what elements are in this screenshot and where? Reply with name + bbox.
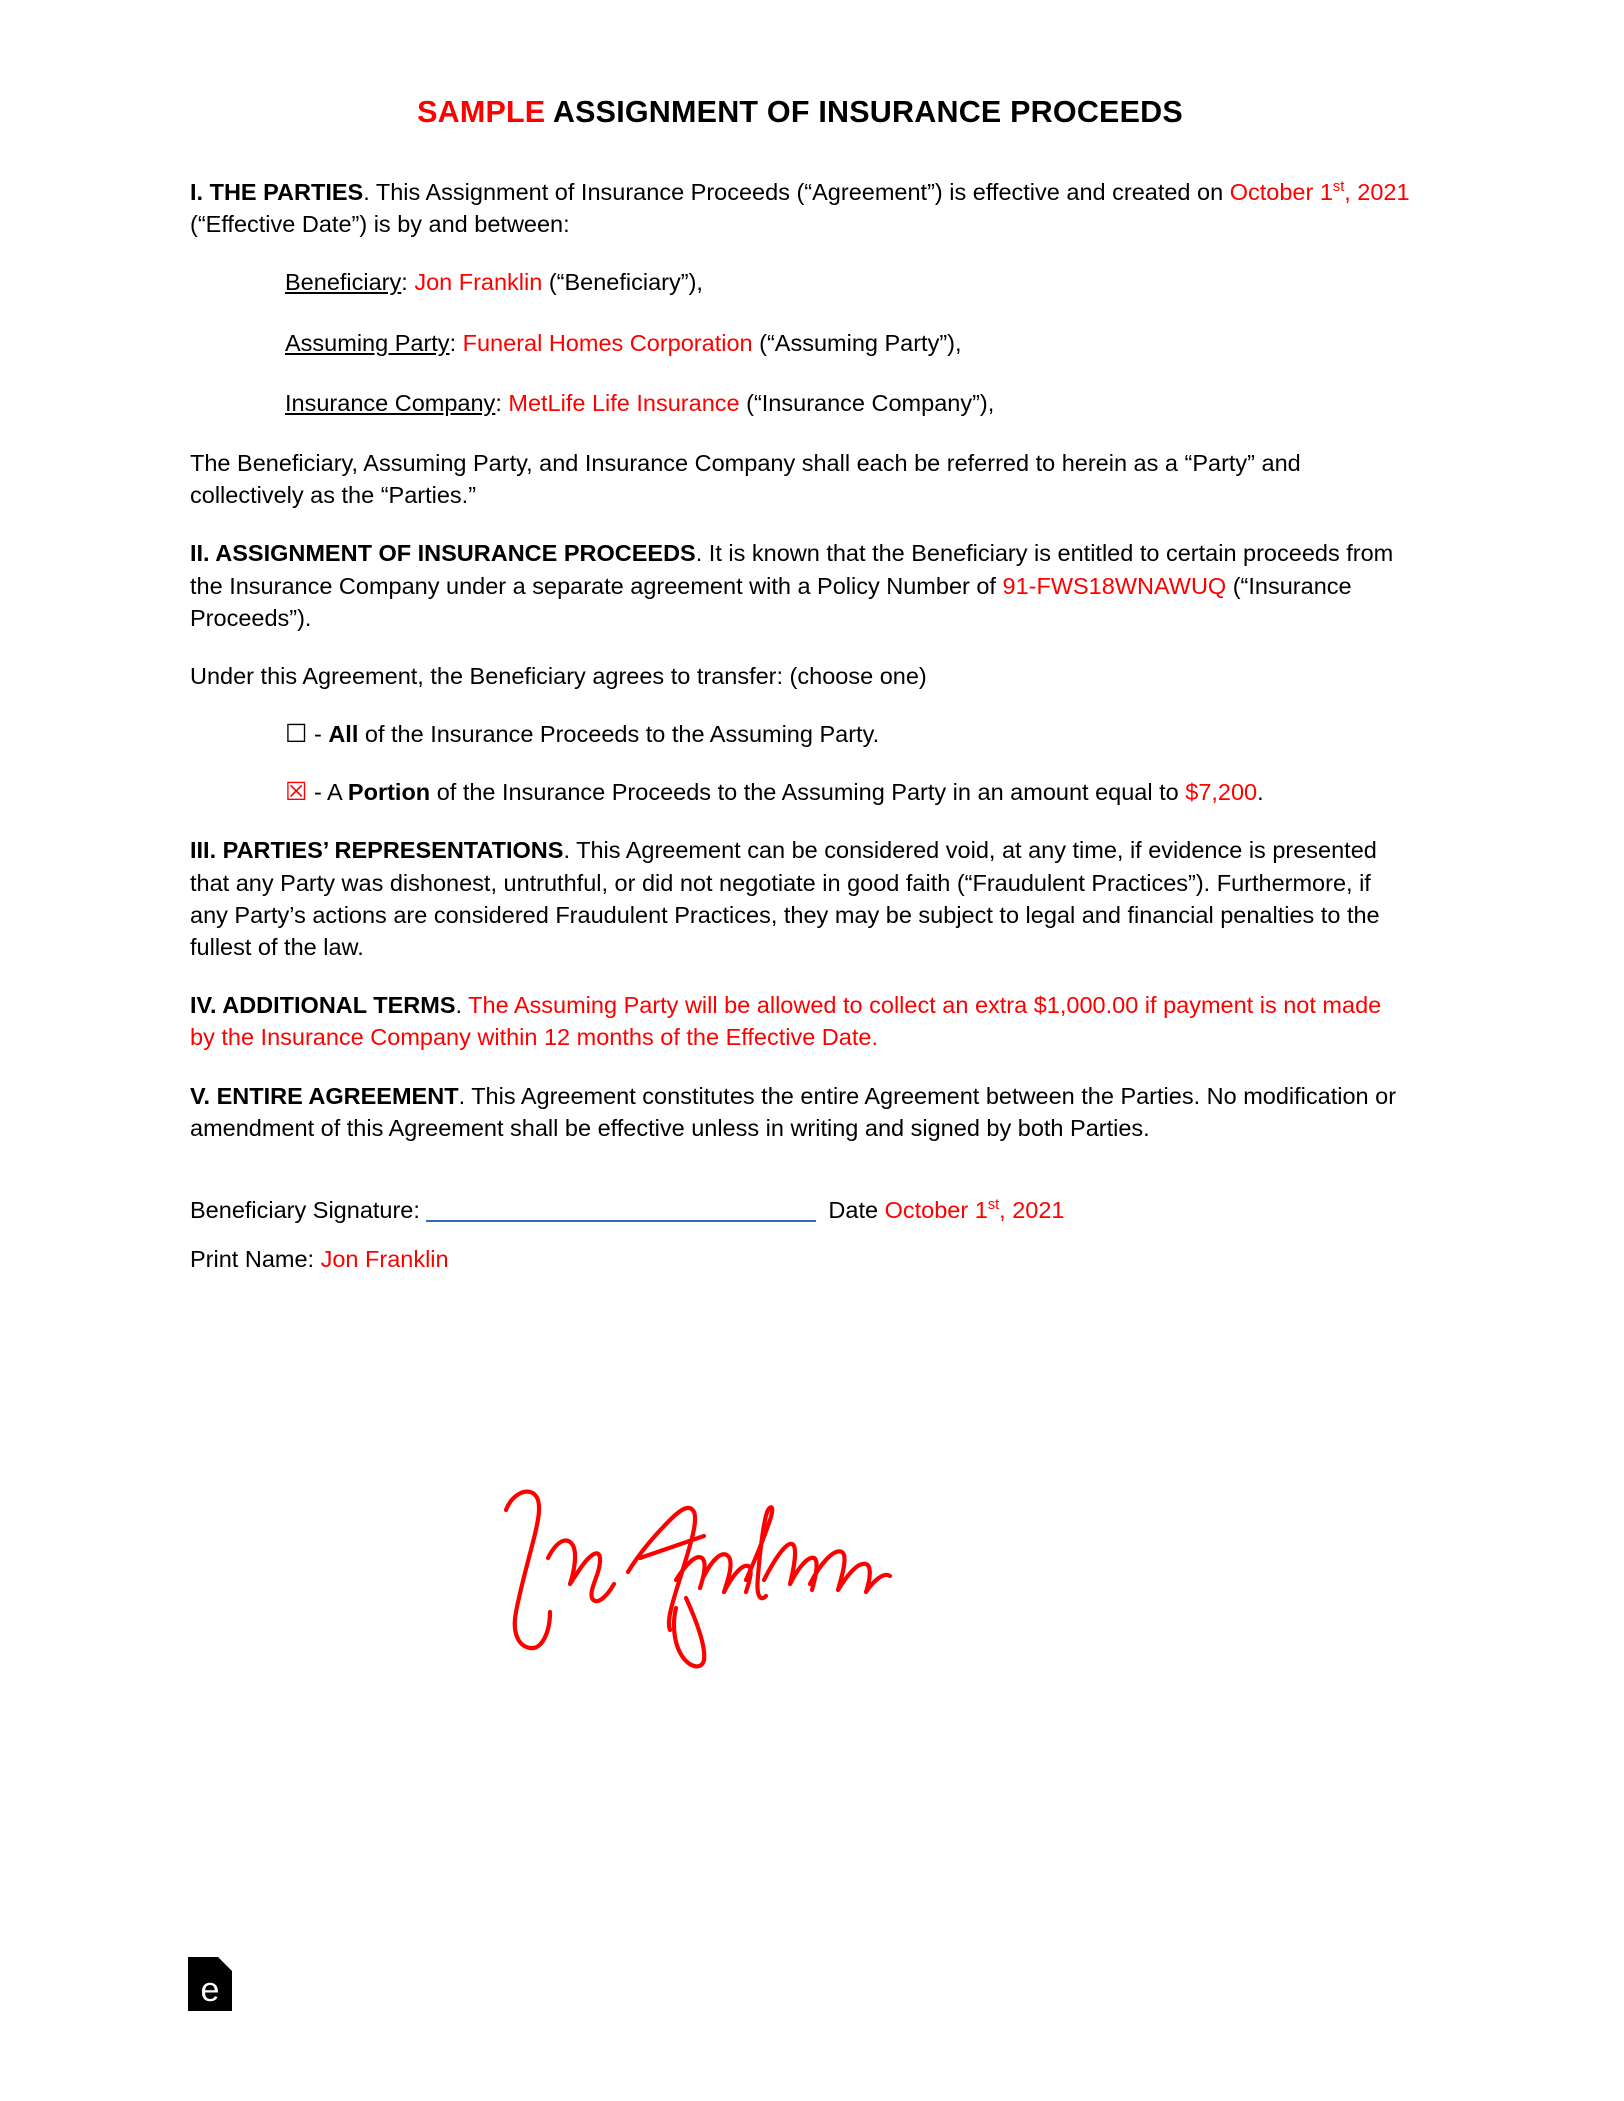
parties-closing-paragraph: The Beneficiary, Assuming Party, and Insurance Company shall each be referred to herein as a “Party” and collectively as the “Parties.” [190,449,1301,509]
section-representations [190,834,1410,963]
section-parties-heading: I. THE PARTIES [190,179,364,205]
option-all-row[interactable] [285,718,1410,750]
effective-date-year: , 2021 [1344,179,1410,205]
section-assignment [190,537,1410,634]
signature-date-label: Date [821,1196,885,1223]
assuming-party-label: Assuming Party [285,329,450,356]
assuming-party-colon: : [449,329,463,356]
section-assignment-heading: II. ASSIGNMENT OF INSURANCE PROCEEDS [190,540,696,567]
insurance-company-value: MetLife Life Insurance [508,389,740,416]
section-parties-text-1: . This Assignment of Insurance Proceeds (“Agreement”) is effective and created on [363,179,1230,205]
print-name-label: Print Name: [190,1245,321,1272]
section-entire-agreement [190,1080,1410,1144]
option-portion-row[interactable] [285,776,1410,808]
section-additional-terms-heading: IV. ADDITIONAL TERMS [190,992,456,1019]
beneficiary-suffix: (“Beneficiary”), [542,269,703,296]
section-parties-text-2: (“Effective Date”) is by and between: [190,211,570,238]
option-portion-prefix: - A [307,779,348,806]
section-representations-text: . This Agreement can be considered void, at any time, if evidence is presented that any Party was dishonest, untruthful, or did not negotiate in good faith (“Fraudulent Practices”). Furthermore, if any Party’s actions are considered Fraudulent Practices, they may be subject to legal and financial penalties to the fullest of the law. [190,837,1380,960]
signature-date-ordinal: st [987,1197,1000,1214]
section-additional-terms-separator: . [455,992,469,1019]
option-all-text: of the Insurance Proceeds to the Assuming Party. [358,721,880,748]
section-assignment-text-1: . It is known that the Beneficiary is entitled to certain proceeds from the Insurance Company under a separate agreement with a Policy Number of [190,540,1394,599]
title-remainder: ASSIGNMENT OF INSURANCE PROCEEDS [545,95,1183,129]
assuming-party-line [285,327,1410,359]
portion-amount-value: $7,200 [1185,779,1258,806]
signature-input-line[interactable] [426,1194,816,1222]
option-portion-end: . [1257,779,1264,806]
option-all-prefix: - [307,721,329,748]
print-name-value: Jon Franklin [320,1245,449,1272]
svg-text:e: e [200,1971,220,2009]
option-portion-bold: Portion [347,779,431,806]
insurance-company-label: Insurance Company [285,389,496,416]
effective-date-value: October 1 [1229,179,1333,205]
section-representations-heading: III. PARTIES’ REPRESENTATIONS [190,837,564,864]
section-additional-terms-text: The Assuming Party will be allowed to collect an extra $1,000.00 if payment is not made by the Insurance Company within 12 months of the Effective Date. [190,992,1382,1051]
effective-date-ordinal: st [1332,179,1345,196]
beneficiary-label: Beneficiary [285,269,402,296]
section-parties [190,176,1410,240]
checkbox-portion-icon[interactable]: ☒ [285,778,308,807]
section-entire-agreement-heading: V. ENTIRE AGREEMENT [190,1082,459,1109]
signature-date-value: October 1 [884,1196,988,1223]
assuming-party-suffix: (“Assuming Party”), [752,329,962,356]
signature-date-year: , 2021 [999,1196,1065,1223]
handwritten-signature-icon [490,1480,910,1670]
transfer-intro-paragraph: Under this Agreement, the Beneficiary agrees to transfer: (choose one) [190,662,927,689]
assuming-party-value: Funeral Homes Corporation [462,329,753,356]
page-title [190,95,1410,130]
checkbox-all-icon[interactable]: ☐ [285,720,308,749]
section-additional-terms [190,989,1410,1053]
beneficiary-value: Jon Franklin [414,269,543,296]
insurance-company-colon: : [495,389,509,416]
print-name-row [190,1246,1410,1273]
option-all-bold: All [328,721,359,748]
beneficiary-signature-label: Beneficiary Signature: [190,1196,420,1223]
eforms-logo-icon [186,1955,234,2013]
beneficiary-signature-row[interactable] [190,1194,1410,1224]
beneficiary-colon: : [401,269,415,296]
section-entire-agreement-text: . This Agreement constitutes the entire Agreement between the Parties. No modification or amendment of this Agreement shall be effective unless in writing and signed by both Parties. [190,1082,1397,1141]
insurance-company-suffix: (“Insurance Company”), [739,389,995,416]
title-sample-word: SAMPLE [417,95,546,129]
beneficiary-line [285,266,1410,298]
policy-number-value: 91-FWS18WNAWUQ [1002,572,1227,599]
document-body [190,95,1410,1273]
option-portion-text: of the Insurance Proceeds to the Assuming Party in an amount equal to [430,779,1186,806]
section-assignment-text-2: (“Insurance Proceeds”). [190,572,1352,631]
insurance-company-line [285,387,1410,419]
